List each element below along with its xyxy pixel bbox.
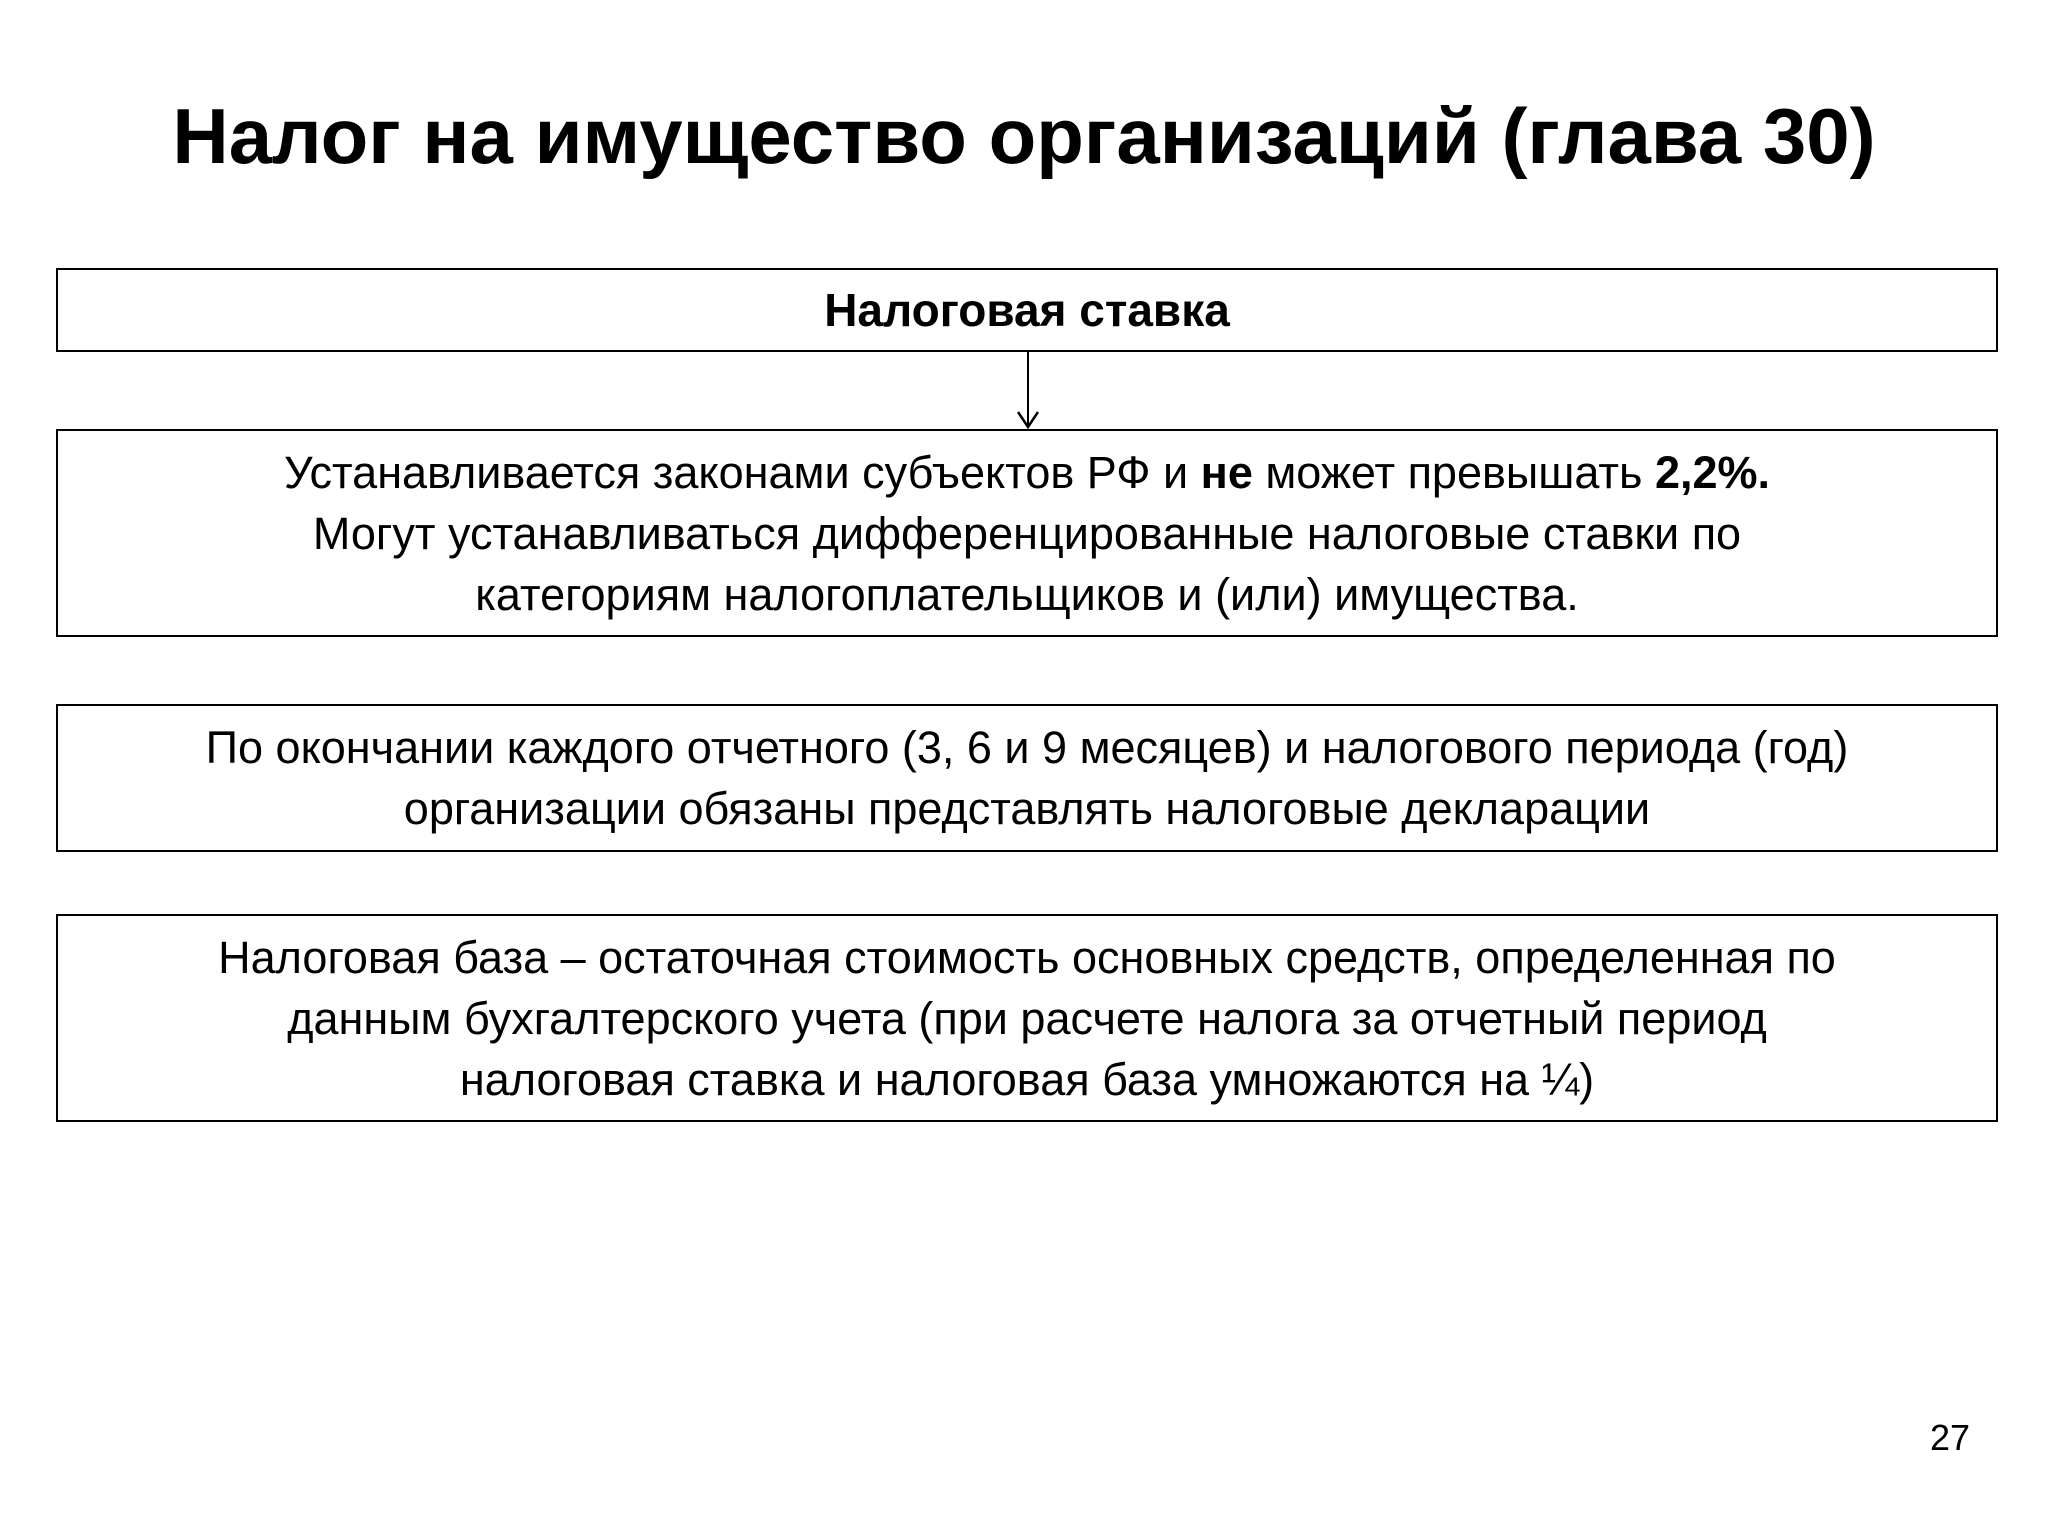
slide-title: Налог на имущество организаций (глава 30) <box>172 92 1876 180</box>
tax-rate-header-label: Налоговая ставка <box>824 284 1230 336</box>
tax-base-line-3: налоговая ставка и налоговая база умножаются на ¼) <box>459 1053 1595 1105</box>
tax-rate-line-1-middle: может превышать <box>1252 446 1655 498</box>
declarations-box <box>56 704 1998 852</box>
tax-rate-line-3: категориям налогоплательщиков и (или) имущества. <box>475 568 1579 620</box>
tax-rate-max-value: 2,2%. <box>1654 446 1771 498</box>
declarations-line-1: По окончании каждого отчетного (3, 6 и 9 месяцев) и налогового периода (год) <box>205 722 1849 773</box>
tax-rate-line-2: Могут устанавливаться дифференцированные налоговые ставки по <box>312 507 1742 559</box>
tax-base-line-2: данным бухгалтерского учета (при расчете налога за отчетный период <box>287 992 1767 1044</box>
tax-rate-details-box <box>56 429 1998 637</box>
declarations-line-2: организации обязаны представлять налоговые декларации <box>403 783 1651 834</box>
page-number: 27 <box>1929 1417 1970 1458</box>
down-arrow-icon <box>1014 352 1042 430</box>
tax-rate-header-box <box>56 268 1998 352</box>
tax-base-box <box>56 914 1998 1122</box>
tax-base-line-1: Налоговая база – остаточная стоимость основных средств, определенная по <box>218 931 1836 983</box>
tax-rate-line-1-prefix: Устанавливается законами субъектов РФ и <box>283 446 1201 498</box>
tax-rate-line-1 <box>284 442 1770 503</box>
tax-rate-emphasis: не <box>1200 446 1253 498</box>
